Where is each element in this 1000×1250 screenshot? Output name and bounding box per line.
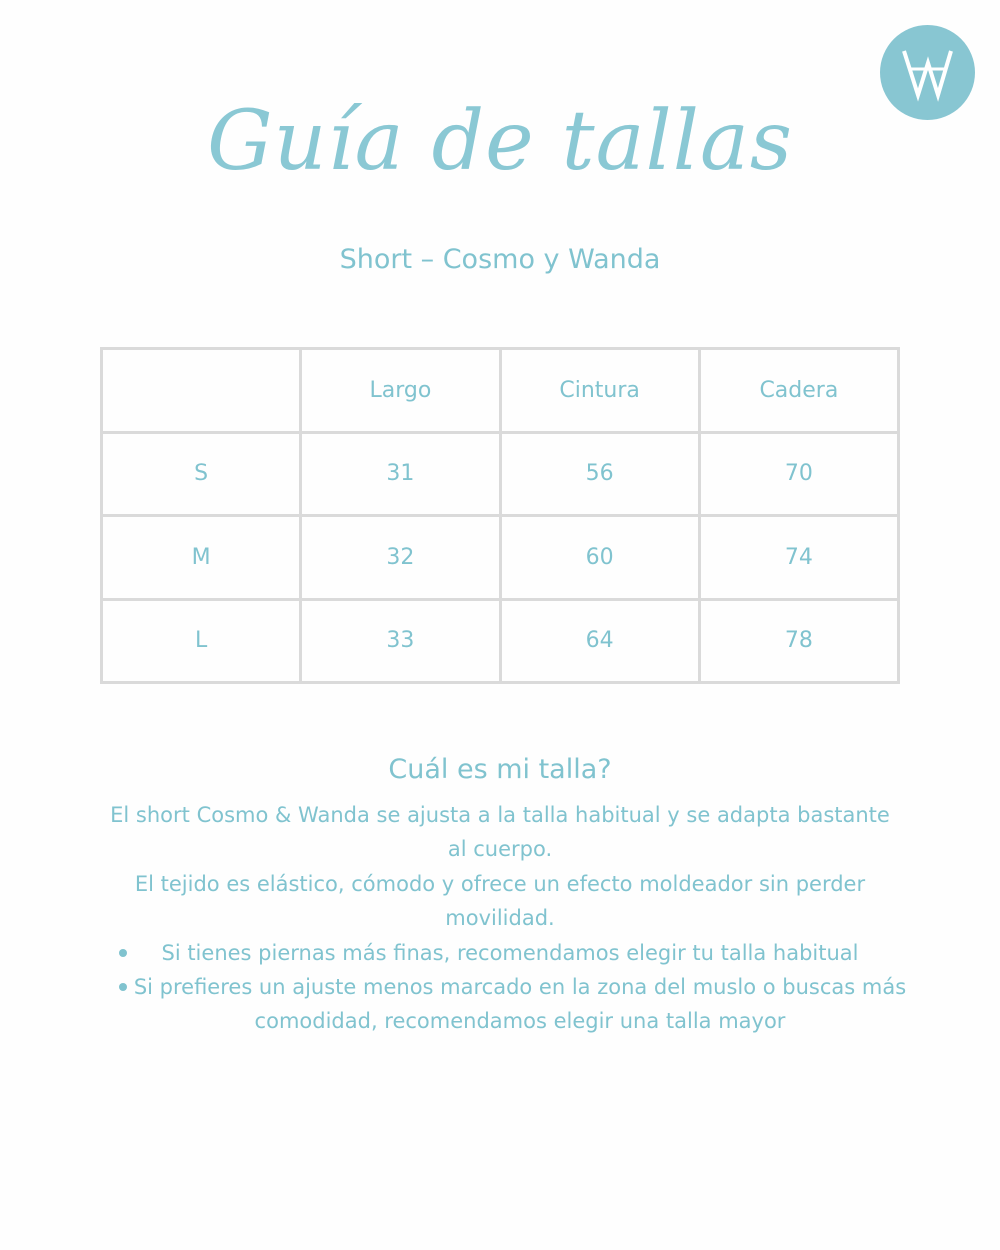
- table-cell: 74: [699, 516, 898, 600]
- table-row: [102, 432, 899, 516]
- size-label-cell: M: [102, 516, 301, 600]
- table-cell: 60: [500, 516, 699, 600]
- table-cell: 64: [500, 599, 699, 683]
- table-cell: 70: [699, 432, 898, 516]
- table-cell: 33: [301, 599, 500, 683]
- table-cell: 32: [301, 516, 500, 600]
- table-cell: 56: [500, 432, 699, 516]
- info-heading: Cuál es mi talla?: [388, 754, 612, 785]
- fit-paragraph: El short Cosmo & Wanda se ajusta a la talla habitual y se adapta bastante al cuerpo.: [110, 803, 890, 861]
- page-subtitle: Short – Cosmo y Wanda: [339, 244, 661, 275]
- recommendation-bullet: Si prefieres un ajuste menos marcado en la zona del muslo o buscas más comodidad, recomendamos elegir una talla mayor: [133, 975, 907, 1033]
- size-label-cell: S: [102, 432, 301, 516]
- table-row: [102, 599, 899, 683]
- recommendation-bullet: Si tienes piernas más finas, recomendamos elegir tu talla habitual: [161, 941, 859, 965]
- fabric-paragraph: El tejido es elástico, cómodo y ofrece un efecto moldeador sin perder movilidad.: [134, 872, 866, 930]
- table-header-cell: Largo: [301, 349, 500, 433]
- bullet-dot-icon: [119, 983, 127, 991]
- table-header-cell: [102, 349, 301, 433]
- bullet-dot-icon: [119, 949, 127, 957]
- table-cell: 78: [699, 599, 898, 683]
- page-title: Guía de tallas: [207, 94, 793, 189]
- size-label-cell: L: [102, 599, 301, 683]
- table-header-row: [102, 349, 899, 433]
- table-row: [102, 516, 899, 600]
- table-header-cell: Cintura: [500, 349, 699, 433]
- table-cell: 31: [301, 432, 500, 516]
- size-table: [100, 347, 900, 684]
- table-header-cell: Cadera: [699, 349, 898, 433]
